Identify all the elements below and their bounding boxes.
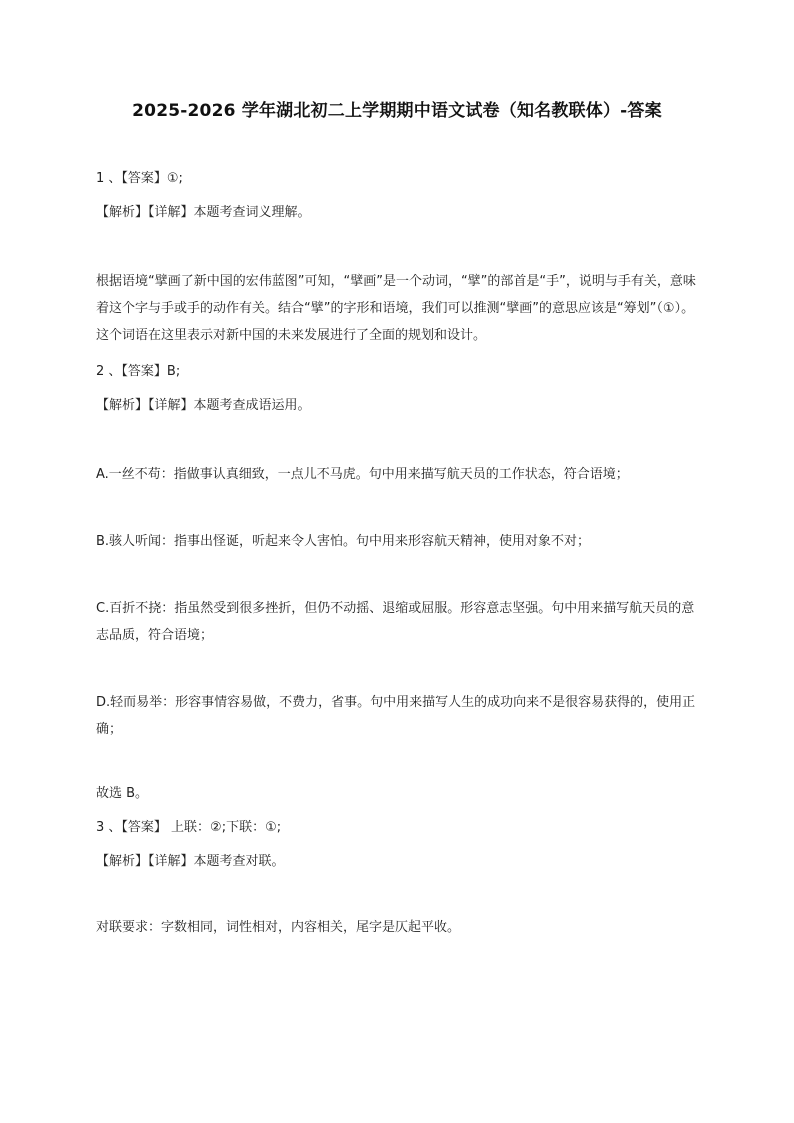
document-title: 2025-2026 学年湖北初二上学期期中语文试卷（知名教联体）-答案 — [132, 101, 662, 121]
analysis-paragraph: 根据语境“擘画了新中国的宏伟蓝图”可知，“擘画”是一个动词，“擘”的部首是“手”，说明与手有关，意味着这个字与手或手的动作有关。结合“擘”的字形和语境，我们可以推测“擘画”的意思应该是“筹划”（①）。这个词语在这里表示对新中国的未来发展进行了全面的规划和设计。 — [96, 274, 696, 343]
conclusion: 故选 B。 — [96, 786, 149, 801]
option-d: D.轻而易举：形容事情容易做，不费力，省事。句中用来描写人生的成功向来不是很容易获得的，使用正确； — [96, 695, 696, 737]
analysis-line: 【解析】【详解】本题考查成语运用。 — [96, 398, 311, 413]
analysis-paragraph: 对联要求：字数相同，词性相对，内容相关，尾字是仄起平收。 — [96, 920, 461, 935]
answer-line: 1 、【答案】①; — [96, 171, 183, 186]
question-1 — [96, 168, 700, 349]
question-3 — [96, 817, 700, 939]
analysis-line: 【解析】【详解】本题考查词义理解。 — [96, 205, 311, 220]
analysis-line: 【解析】【详解】本题考查对联。 — [96, 854, 285, 869]
answer-line: 3 、【答案】 上联：②;下联：①; — [96, 820, 282, 835]
option-b: B.骇人听闻：指事出怪诞，听起来令人害怕。句中用来形容航天精神，使用对象不对； — [96, 534, 591, 549]
question-2 — [96, 361, 700, 805]
option-c: C.百折不挠：指虽然受到很多挫折，但仍不动摇、退缩或屈服。形容意志坚强。句中用来描写航天员的意志品质，符合语境； — [96, 601, 695, 643]
answer-line: 2 、【答案】B; — [96, 364, 181, 379]
option-a: A.一丝不苟：指做事认真细致，一点儿不马虎。句中用来描写航天员的工作状态，符合语境； — [96, 467, 629, 482]
document-content — [96, 168, 700, 939]
